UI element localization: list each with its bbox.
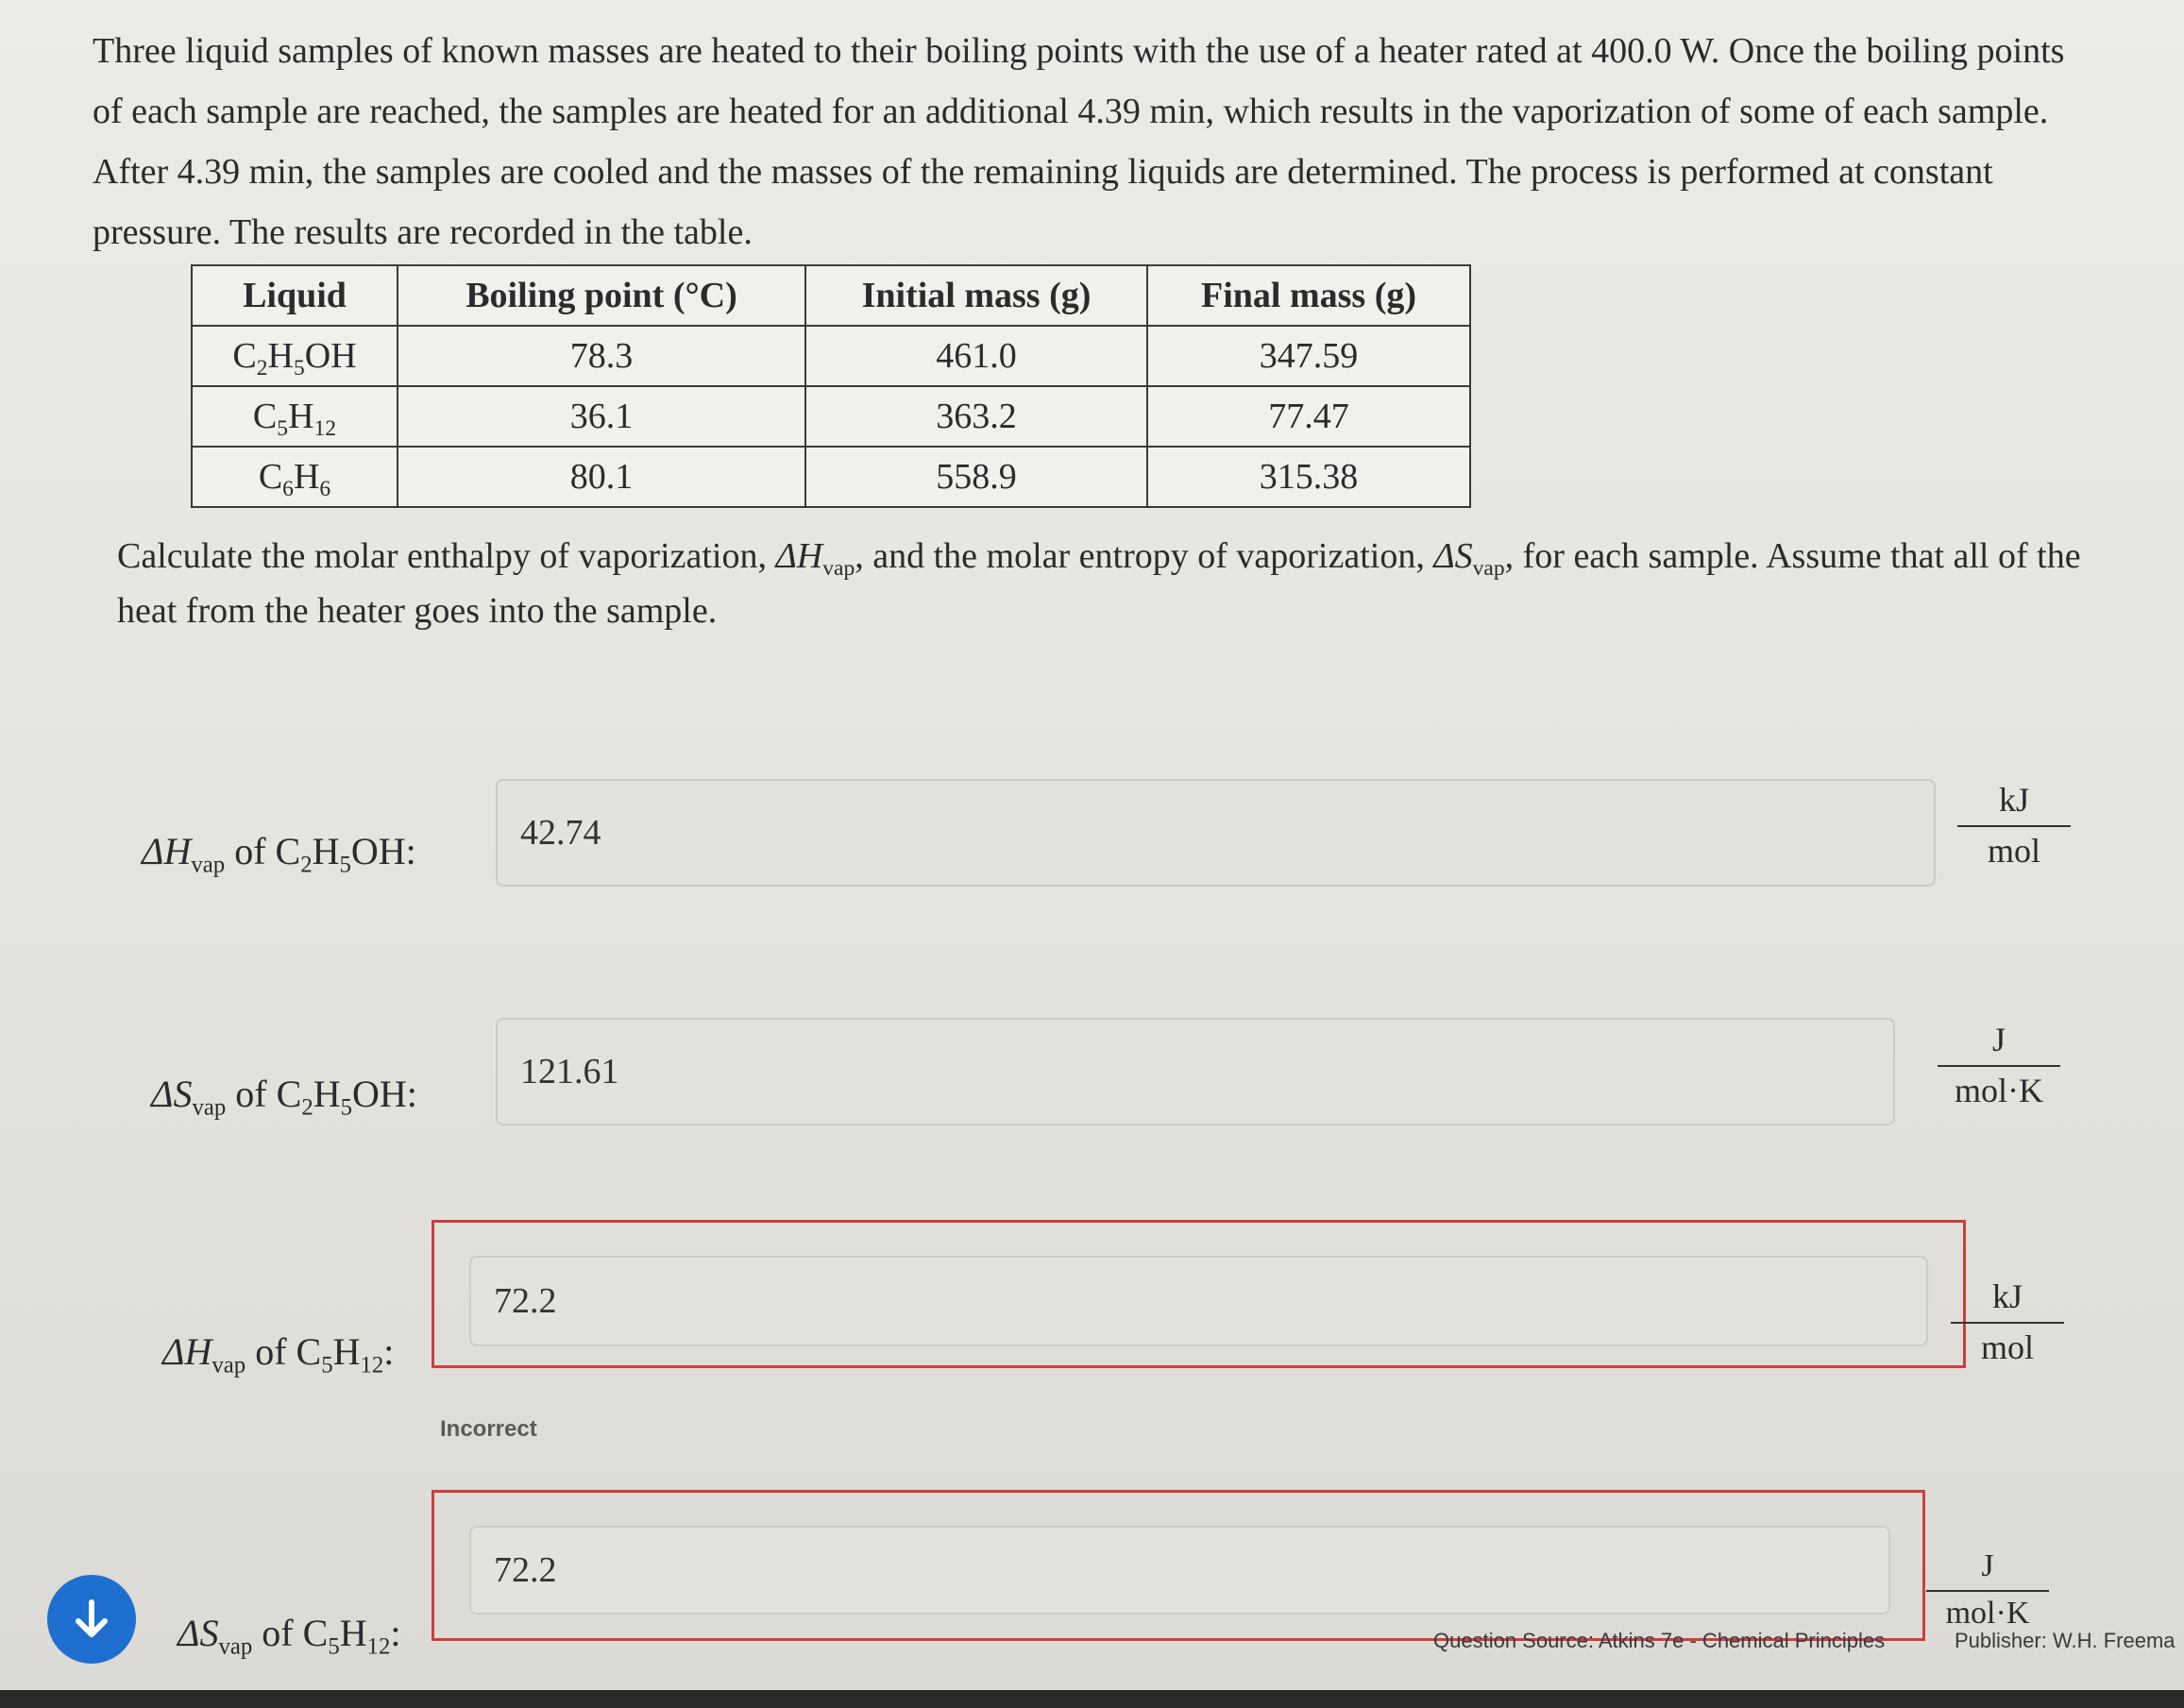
answer-label-ds-pentane: $\Delta S_{vap}$ of $C_5H_{12}$: (178, 1612, 401, 1660)
answer-label-dh-ethanol: $\Delta H_{vap}$ of $C_2H_5OH$: (142, 830, 416, 878)
instructions: Calculate the molar enthalpy of vaporization, $\Delta H_{vap}$, and the molar entropy of vaporization, $\Delta S_{vap}$, for each sample. Assume that all of the heat from the heater goes into the sample. (117, 536, 2081, 631)
bottom-bar (0, 1690, 2184, 1708)
table-row (192, 326, 1470, 386)
answer-label-dh-pentane: $\Delta H_{vap}$ of $C_5H_{12}$: (162, 1330, 395, 1378)
question-source-link[interactable]: Question Source: Atkins 7e - Chemical Principles (1433, 1629, 1886, 1652)
header-boiling-point: Boiling point (°C) (398, 265, 805, 326)
final-mass-cell: 77.47 (1147, 386, 1470, 447)
incorrect-status: Incorrect (440, 1416, 537, 1442)
liquid-formula: $C_5H_{12}$ (192, 386, 398, 447)
table-row (192, 386, 1470, 447)
answer-input-ds-ethanol[interactable]: 121.61 (496, 1018, 1895, 1125)
header-liquid: Liquid (192, 265, 398, 326)
unit-j-per-mol-k: J mol·K (1926, 1548, 2049, 1632)
initial-mass-cell: 363.2 (805, 386, 1147, 447)
liquid-formula: $C_6H_6$ (192, 447, 398, 507)
answer-label-ds-ethanol: $\Delta S_{vap}$ of $C_2H_5OH$: (151, 1073, 417, 1121)
problem-statement: Three liquid samples of known masses are heated to their boiling points with the use of a heater rated at 400.0 W. Once the boiling points of each sample are reached, the samples are heated for an additional 4.39 min, which results in the vaporization of some of each sample. After 4.39 min, the samples are cooled and the masses of the remaining liquids are determined. The process is performed at constant pressure. The results are recorded in the table. (93, 31, 2065, 252)
final-mass-cell: 315.38 (1147, 447, 1470, 507)
answer-input-dh-ethanol[interactable]: 42.74 (496, 779, 1936, 887)
initial-mass-cell: 558.9 (805, 447, 1147, 507)
table-header-row (192, 265, 1470, 326)
liquid-formula: $C_2H_5OH$ (192, 326, 398, 386)
unit-j-per-mol-k: J mol·K (1938, 1020, 2060, 1110)
arrow-down-icon (69, 1597, 114, 1642)
unit-kj-per-mol: kJ mol (1951, 1277, 2064, 1367)
answer-input-dh-pentane[interactable]: 72.2 (469, 1256, 1928, 1346)
boiling-point-cell: 78.3 (398, 326, 805, 386)
boiling-point-cell: 80.1 (398, 447, 805, 507)
answer-input-ds-pentane[interactable]: 72.2 (469, 1526, 1890, 1615)
publisher-info: Publisher: W.H. Freema (1955, 1629, 2176, 1652)
initial-mass-cell: 461.0 (805, 326, 1147, 386)
header-final-mass: Final mass (g) (1147, 265, 1470, 326)
scroll-down-button[interactable] (47, 1575, 136, 1664)
results-table (191, 264, 1471, 508)
table-row (192, 447, 1470, 507)
final-mass-cell: 347.59 (1147, 326, 1470, 386)
boiling-point-cell: 36.1 (398, 386, 805, 447)
unit-kj-per-mol: kJ mol (1957, 780, 2071, 871)
header-initial-mass: Initial mass (g) (805, 265, 1147, 326)
